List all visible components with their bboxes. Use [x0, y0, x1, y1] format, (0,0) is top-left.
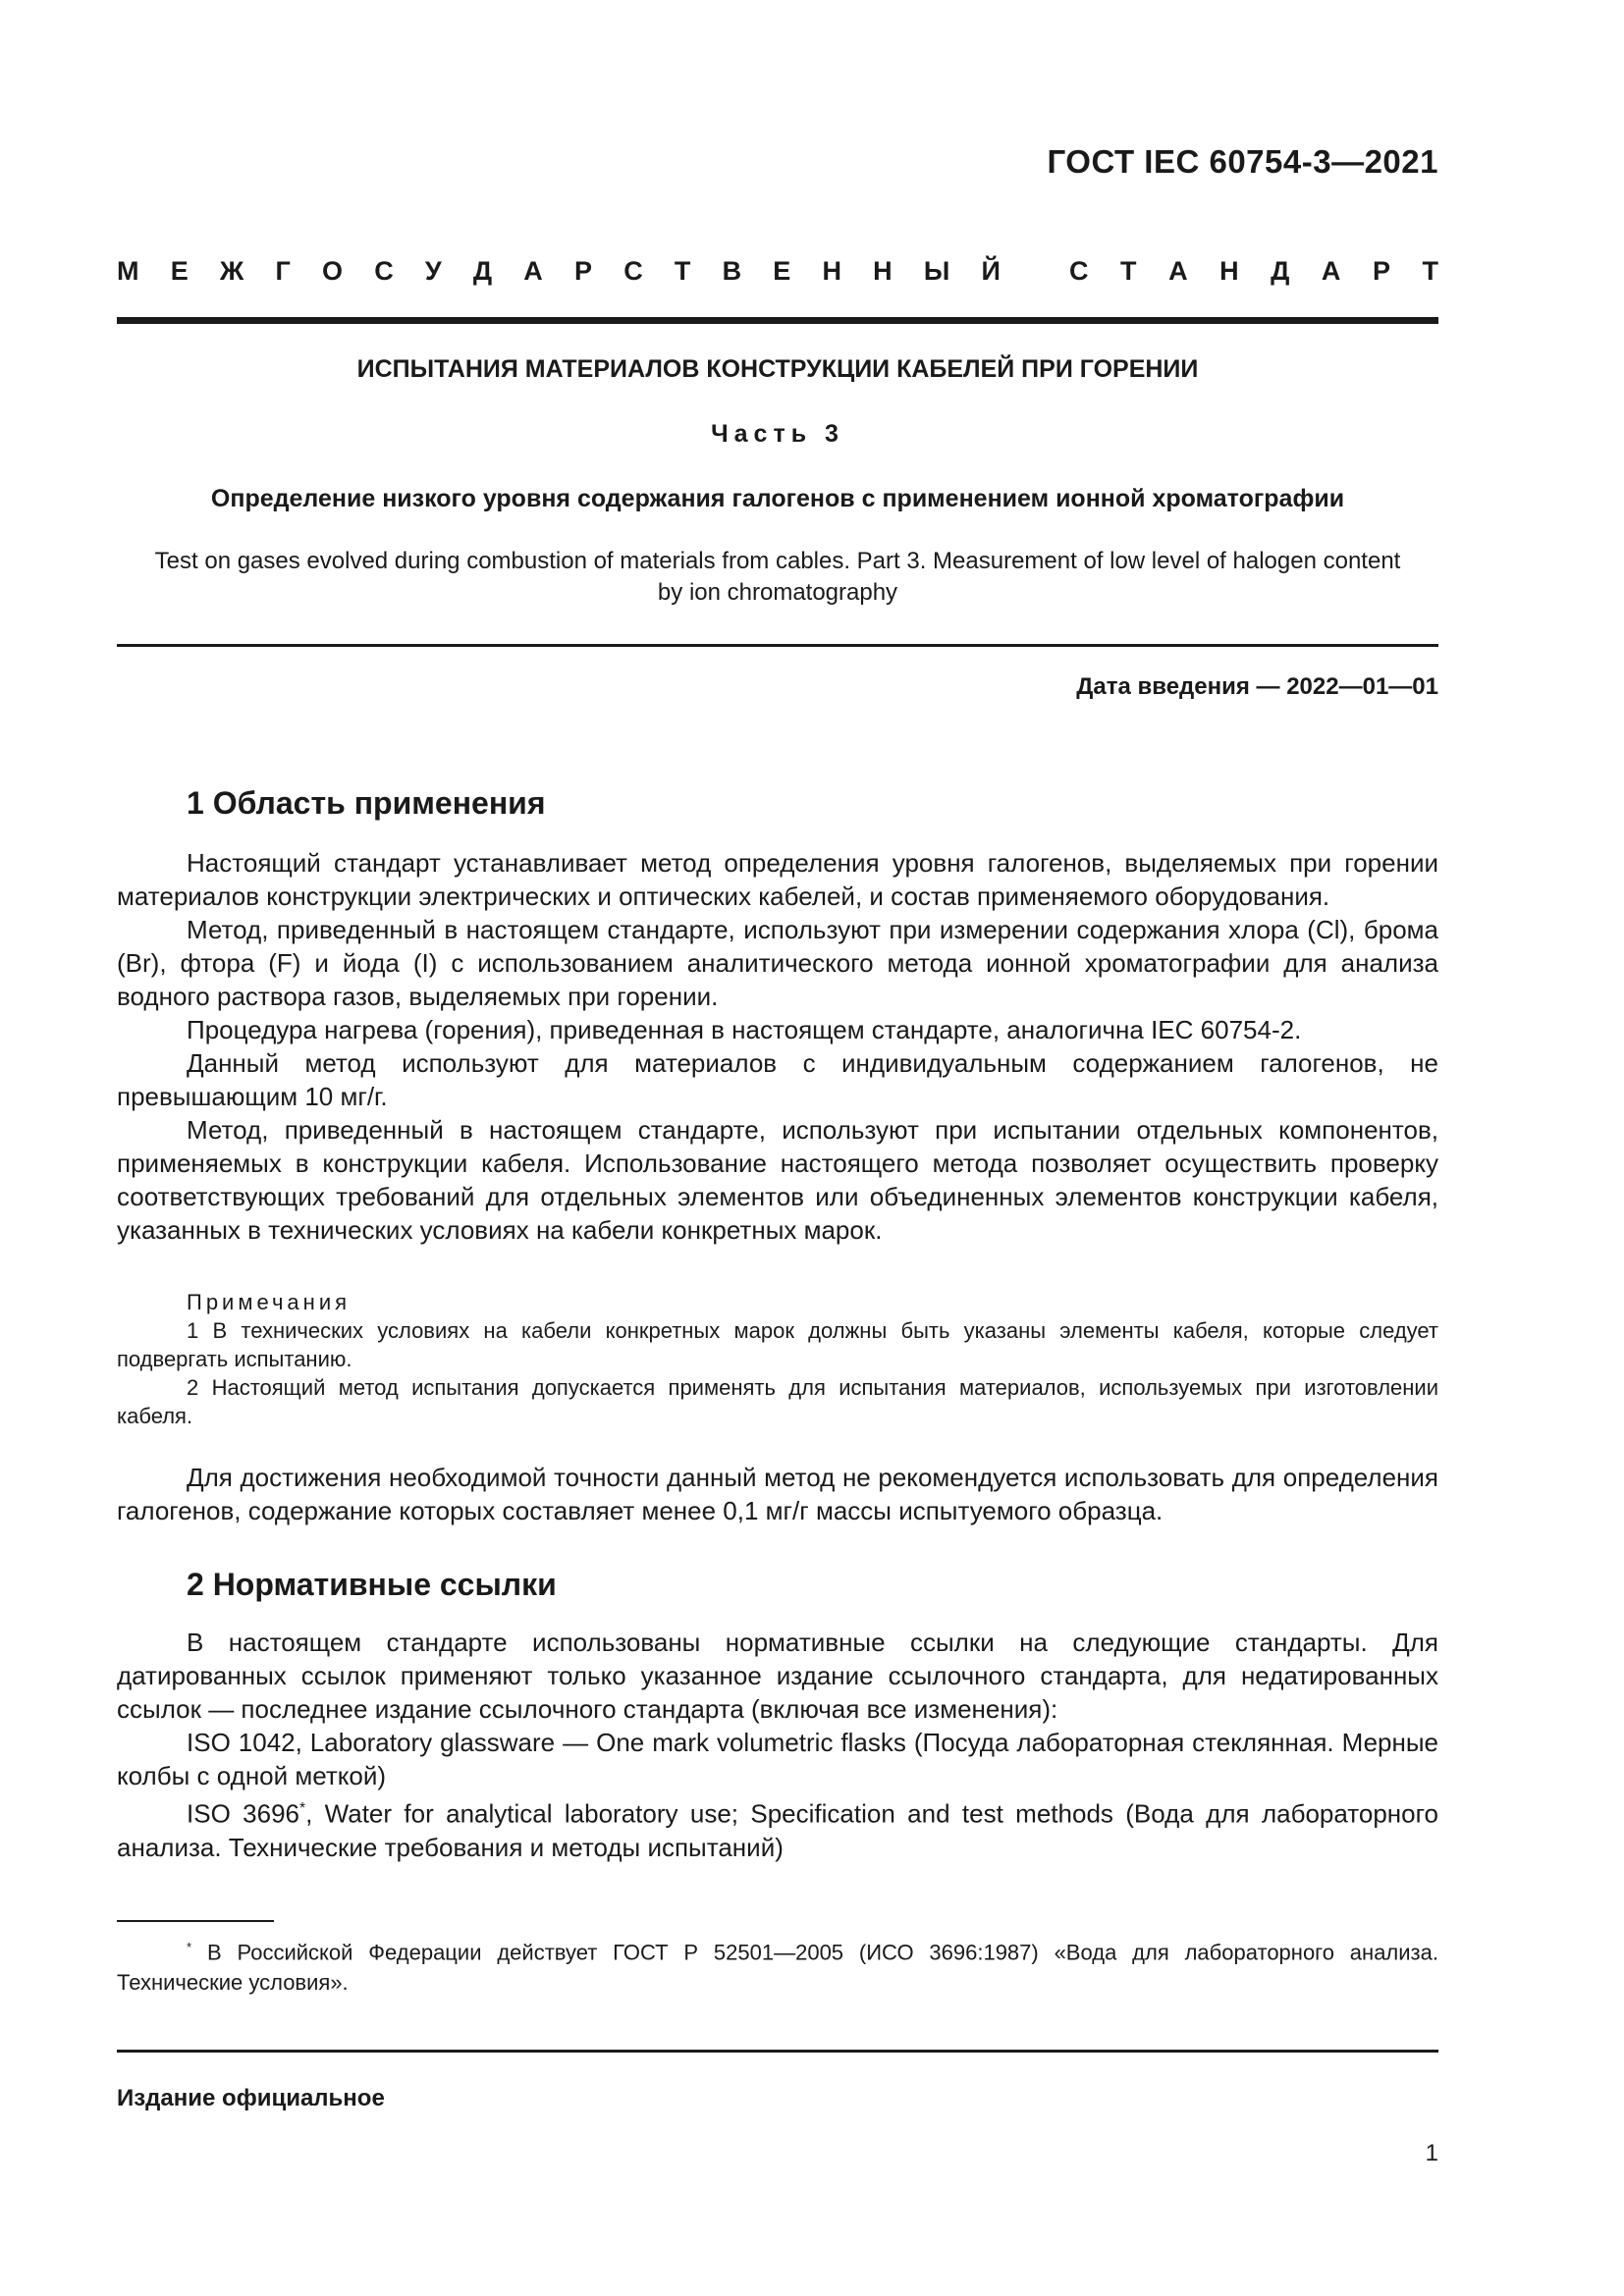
section-1-notes	[117, 1288, 1438, 1430]
top-thick-rule	[117, 317, 1438, 324]
section-1-paragraph-6: Для достижения необходимой точности данный метод не рекомендуется использовать для определения галогенов, содержание которых составляет менее 0,1 мг/г массы испытуемого образца.	[117, 1463, 1438, 1525]
banner-letter: О	[321, 255, 343, 286]
banner-letter: Т	[674, 255, 691, 286]
section-2-paragraph-2: ISO 1042, Laboratory glassware — One mark volumetric flasks (Посуда лабораторная стеклянная. Мерные колбы с одной меткой)	[117, 1728, 1438, 1790]
section-1-heading: 1 Область применения	[187, 785, 546, 821]
section-2-heading: 2 Нормативные ссылки	[187, 1567, 557, 1602]
banner-letter: Н	[822, 255, 841, 286]
note-2: 2 Настоящий метод испытания допускается применять для испытания материалов, используемых при изготовлении кабеля.	[117, 1375, 1438, 1428]
main-title: ИСПЫТАНИЯ МАТЕРИАЛОВ КОНСТРУКЦИИ КАБЕЛЕЙ ПРИ ГОРЕНИИ	[356, 355, 1199, 383]
section-2-paragraph-1: В настоящем стандарте использованы нормативные ссылки на следующие стандарты. Для датированных ссылок применяют только указанное издание ссылочного стандарта, для недатированных ссылок — последнее издание ссылочного стандарта (включая все изменения):	[117, 1628, 1438, 1724]
footnote-marker: *	[299, 1800, 306, 1817]
section-1-paragraph-3: Процедура нагрева (горения), приведенная в настоящем стандарте, аналогична IEC 60754-2.	[187, 1015, 1302, 1044]
title-bottom-rule	[117, 644, 1438, 647]
footer-rule	[117, 2050, 1438, 2053]
note-1: 1 В технических условиях на кабели конкретных марок должны быть указаны элементы кабеля, которые следует подвергать испытанию.	[117, 1318, 1438, 1371]
section-1-body	[117, 846, 1438, 1247]
section-1-paragraph-4: Данный метод используют для материалов с индивидуальным содержанием галогенов, не превышающим 10 мг/г.	[117, 1048, 1438, 1111]
section-2-paragraph-3	[117, 1792, 1438, 1864]
banner-word-interstate	[117, 256, 1001, 287]
section-2-body	[117, 1626, 1438, 1864]
banner-letter: А	[523, 255, 543, 286]
banner-letter: С	[374, 255, 394, 286]
notes-heading: Примечания	[187, 1290, 352, 1314]
interstate-standard-banner	[117, 253, 1438, 289]
banner-letter: Е	[773, 255, 791, 286]
footnote-text-line	[117, 1932, 1438, 1998]
banner-letter: В	[722, 255, 742, 286]
banner-word-standard	[1069, 256, 1438, 287]
banner-letter: С	[1069, 255, 1089, 286]
page-number: 1	[1425, 2140, 1438, 2166]
subtitle: Определение низкого уровня содержания галогенов с применением ионной хроматографии	[210, 485, 1345, 512]
document-code: ГОСТ IEC 60754-3—2021	[1047, 143, 1438, 180]
banner-letter: Т	[1120, 255, 1137, 286]
banner-letter: Д	[472, 255, 493, 286]
banner-letter: Ж	[219, 255, 244, 286]
banner-letter: Н	[873, 255, 893, 286]
part-label: Часть 3	[711, 420, 844, 448]
banner-letter: Д	[1271, 255, 1290, 286]
footnote-text: В Российской Федерации действует ГОСТ Р 52501—2005 (ИСО 3696:1987) «Вода для лабораторного анализа. Технические условия».	[117, 1940, 1438, 1996]
banner-letter: Г	[275, 255, 291, 286]
banner-letter: Н	[1219, 255, 1239, 286]
section-1-closing	[117, 1461, 1438, 1527]
banner-letter: Р	[1372, 255, 1390, 286]
english-title-line-1: Test on gases evolved during combustion of materials from cables. Part 3. Measurement of low level of halogen content	[154, 548, 1401, 574]
banner-letter: Т	[1422, 255, 1438, 286]
banner-letter: Й	[981, 255, 1001, 286]
footnote-separator	[117, 1920, 274, 1922]
english-title-line-2: by ion chromatography	[657, 579, 898, 606]
section-1-paragraph-1: Настоящий стандарт устанавливает метод определения уровня галогенов, выделяемых при горении материалов конструкции электрических и оптических кабелей, и состав применяемого оборудования.	[117, 848, 1438, 911]
banner-letter: М	[117, 255, 139, 286]
introduction-date: Дата введения — 2022—01—01	[1076, 673, 1438, 700]
banner-letter: А	[1321, 255, 1341, 286]
section-1-paragraph-2: Метод, приведенный в настоящем стандарте, используют при измерении содержания хлора (Cl), брома (Br), фтора (F) и йода (I) с использованием аналитического метода ионной хроматографии для анализа водного раствора газов, выделяемых при горении.	[117, 915, 1438, 1011]
english-title	[117, 546, 1438, 609]
footnote-mark: *	[187, 1940, 192, 1954]
banner-letter: Ы	[923, 255, 950, 286]
footnote	[117, 1932, 1438, 1998]
section-1-paragraph-5: Метод, приведенный в настоящем стандарте, используют при испытании отдельных компонентов, применяемых в конструкции кабеля. Использование настоящего метода позволяет осуществить проверку соответствующих требований для отдельных элементов или объединенных элементов конструкции кабеля, указанных в технических условиях на кабели конкретных марок.	[117, 1115, 1438, 1245]
banner-letter: С	[623, 255, 643, 286]
banner-letter: У	[424, 255, 442, 286]
iso-3696-reference: ISO 3696	[187, 1798, 299, 1829]
banner-letter: Р	[573, 255, 592, 286]
official-edition-label: Издание официальное	[117, 2085, 385, 2111]
iso-3696-description: , Water for analytical laboratory use; Specification and test methods (Вода для лабораторного анализа. Технические требования и методы испытаний)	[117, 1798, 1438, 1862]
banner-letter: Е	[170, 255, 189, 286]
banner-letter: А	[1168, 255, 1188, 286]
